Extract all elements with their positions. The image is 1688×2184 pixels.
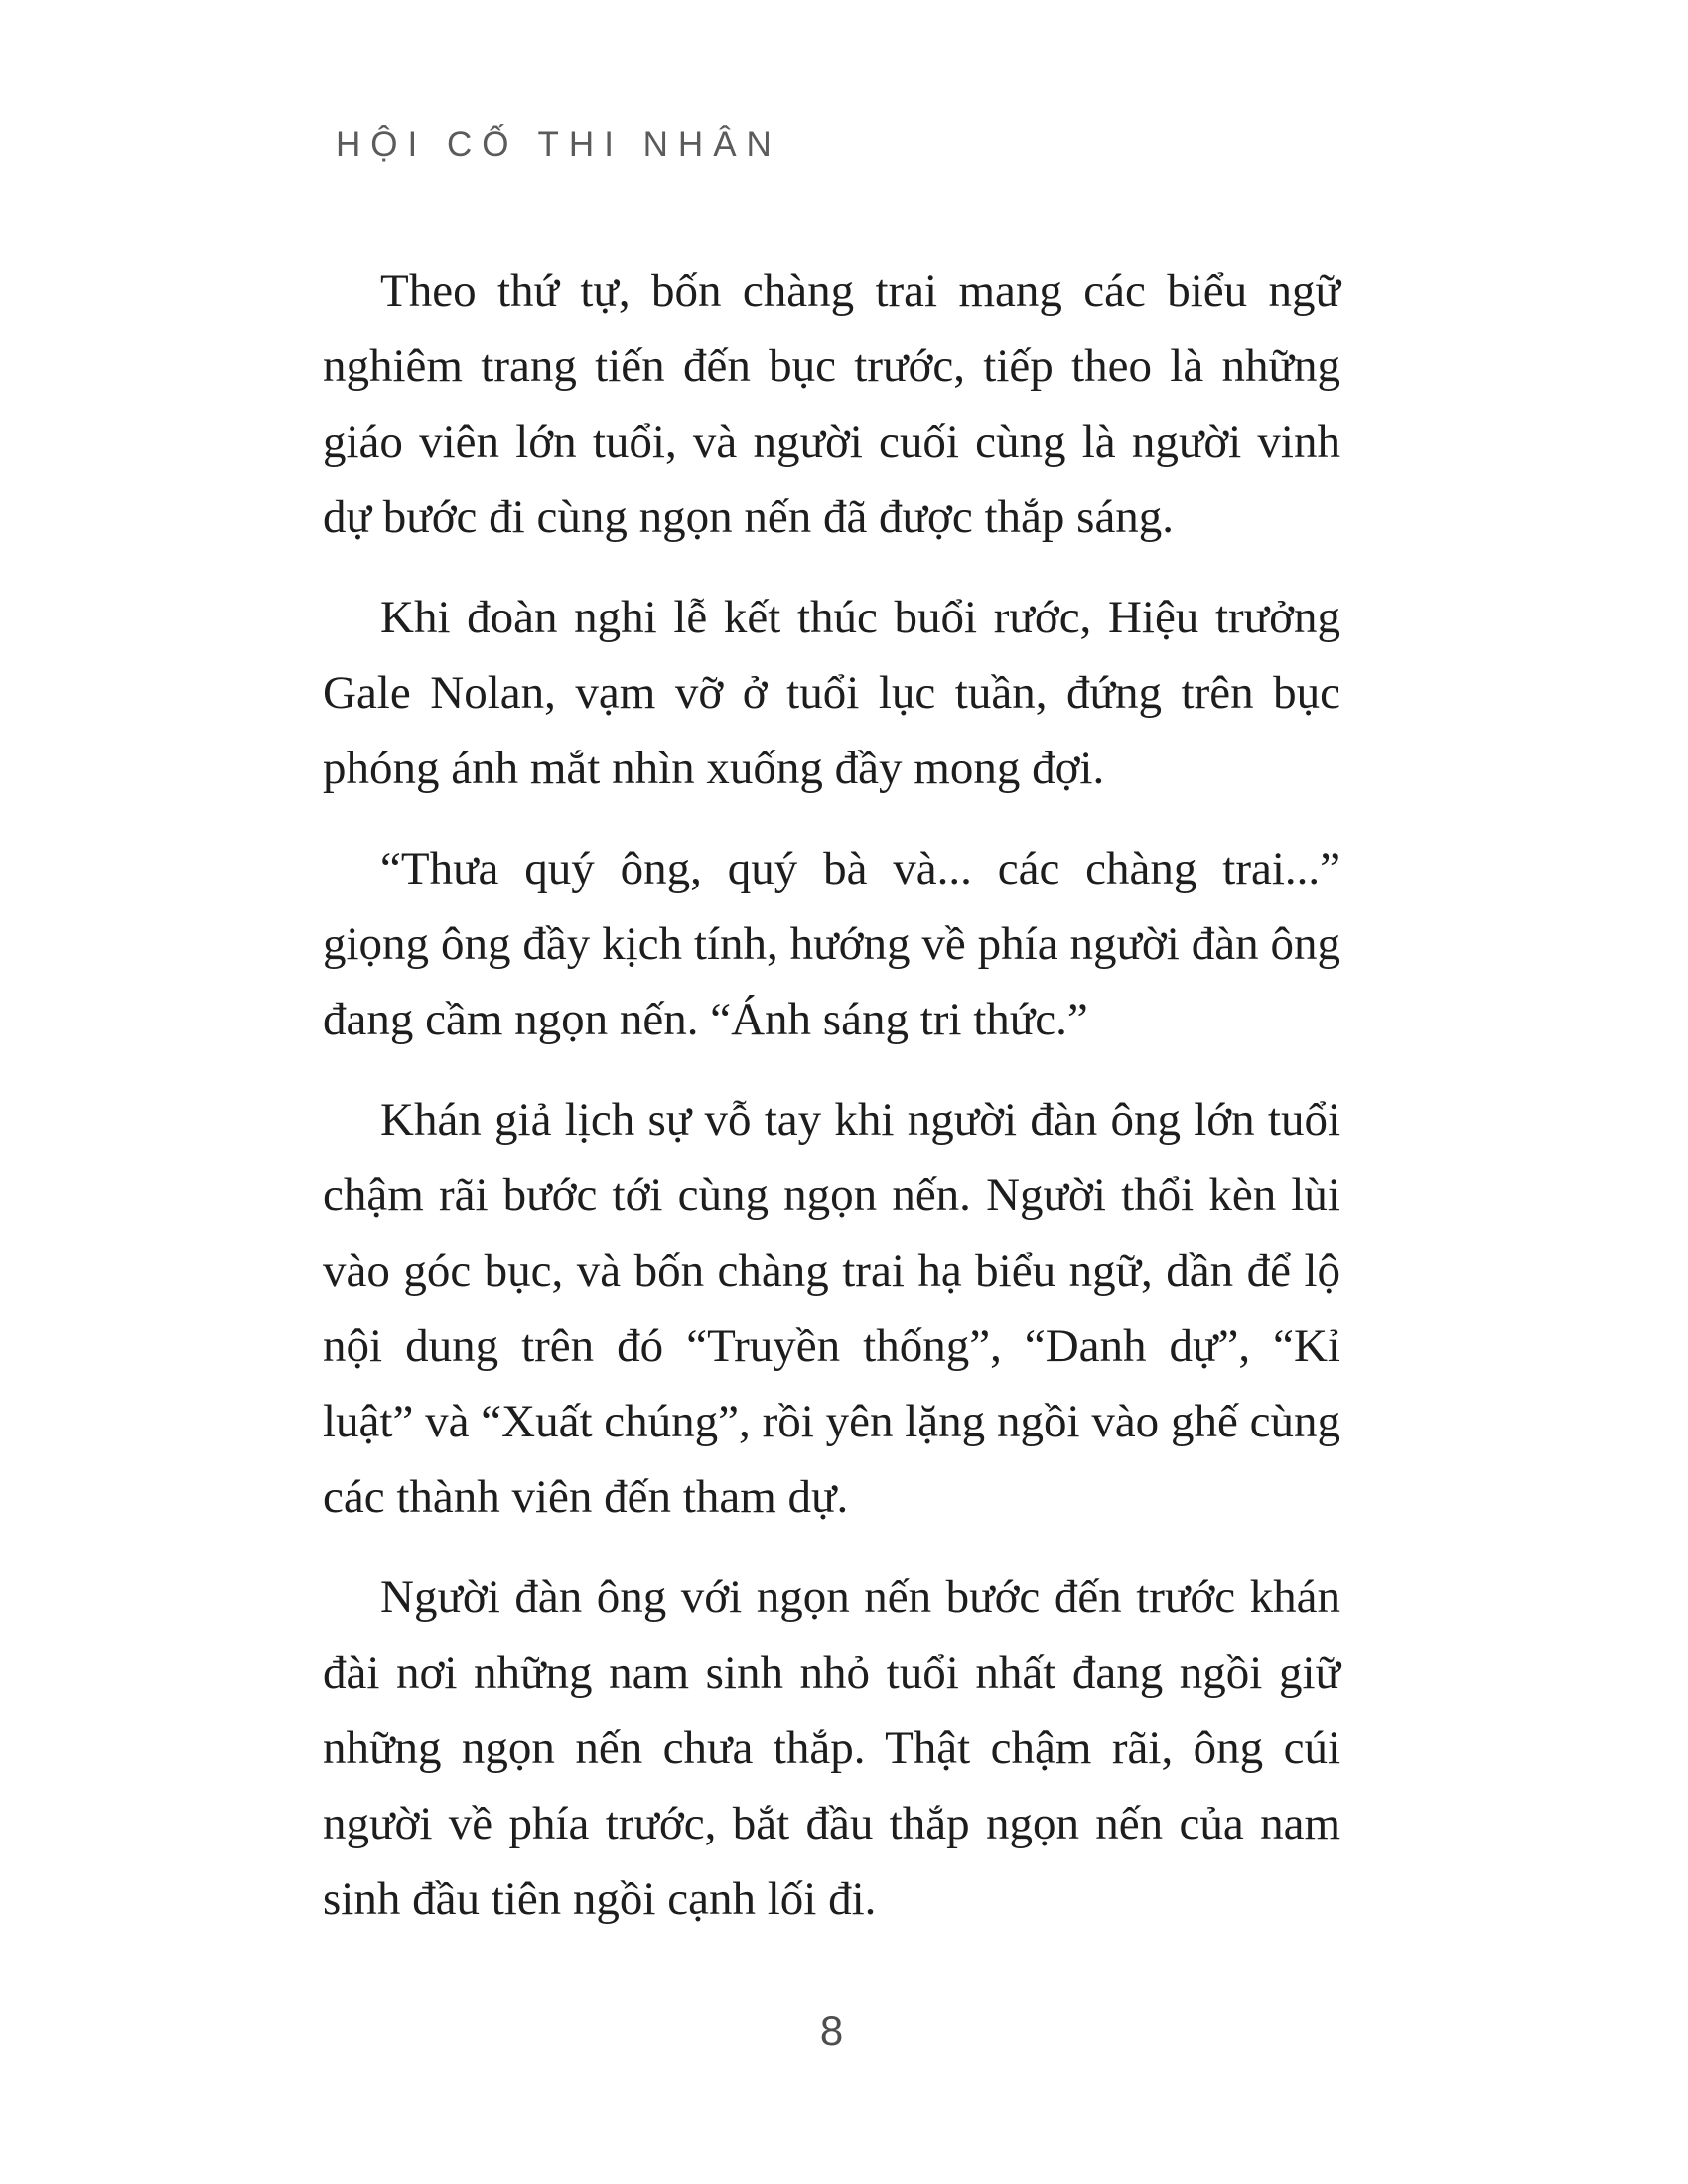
paragraph-3: “Thưa quý ông, quý bà và... các chàng trai...” giọng ông đầy kịch tính, hướng về phía người đàn ông đang cầm ngọn nến. “Ánh sáng tri thức.” bbox=[323, 843, 1340, 1045]
body-text bbox=[323, 253, 1340, 1962]
paragraph-4: Khán giả lịch sự vỗ tay khi người đàn ông lớn tuổi chậm rãi bước tới cùng ngọn nến. Người thổi kèn lùi vào góc bục, và bốn chàng trai hạ biểu ngữ, dần để lộ nội dung trên đó “Truyền thống”, “Danh dự”, “Kỉ luật” và “Xuất chúng”, rồi yên lặng ngồi vào ghế cùng các thành viên đến tham dự. bbox=[323, 1094, 1340, 1523]
paragraph-2: Khi đoàn nghi lễ kết thúc buổi rước, Hiệu trưởng Gale Nolan, vạm vỡ ở tuổi lục tuần, đứng trên bục phóng ánh mắt nhìn xuống đầy mong đợi. bbox=[323, 592, 1340, 794]
page-number: 8 bbox=[819, 2007, 844, 2054]
paragraph-5: Người đàn ông với ngọn nến bước đến trước khán đài nơi những nam sinh nhỏ tuổi nhất đang ngồi giữ những ngọn nến chưa thắp. Thật chậm rãi, ông cúi người về phía trước, bắt đầu thắp ngọn nến của nam sinh đầu tiên ngồi cạnh lối đi. bbox=[323, 1571, 1340, 1925]
running-header: HỘI CỐ THI NHÂN bbox=[336, 125, 781, 164]
paragraph-1: Theo thứ tự, bốn chàng trai mang các biểu ngữ nghiêm trang tiến đến bục trước, tiếp theo là những giáo viên lớn tuổi, và người cuối cùng là người vinh dự bước đi cùng ngọn nến đã được thắp sáng. bbox=[323, 265, 1340, 543]
